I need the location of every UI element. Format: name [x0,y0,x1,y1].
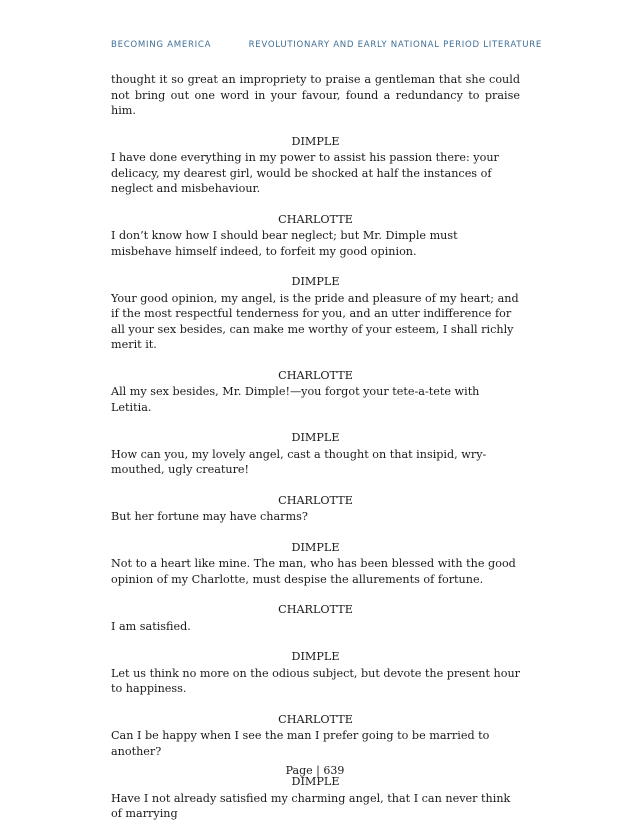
dialogue-block [111,212,520,260]
play-text [111,72,520,837]
speaker-name: CHARLOTTE [278,712,353,726]
dialogue-block [111,602,520,634]
speaker-name: DIMPLE [291,134,340,148]
speech-text: But her fortune may have charms? [111,510,308,523]
running-header [111,40,542,50]
speech-text: Not to a heart like mine. The man, who has been blessed with the good opinion of my Charlotte, must despise the allurements of fortune. [111,557,516,586]
speaker-name: DIMPLE [291,275,340,288]
dialogue-block [111,774,520,822]
dialogue-block [111,134,520,197]
speaker-name: DIMPLE [291,431,340,444]
speaker-name: CHARLOTTE [278,368,353,382]
header-series-title: BECOMING AMERICA [111,40,212,50]
dialogue-block [111,368,520,416]
speech-text: Your good opinion, my angel, is the pride and pleasure of my heart; and if the most respectful tenderness for you, and an utter indifference for all your sex besides, can make me worthy of your esteem, I shall richly merit it. [111,291,519,351]
speech-text: How can you, my lovely angel, cast a thought on that insipid, wry-mouthed, ugly creature! [111,447,487,476]
speaker-name: CHARLOTTE [278,212,353,226]
speaker-name: DIMPLE [291,650,340,663]
dialogue-block [111,274,520,353]
speech-text: I am satisfied. [111,619,191,633]
speaker-name: CHARLOTTE [278,603,353,616]
speech-text: Can I be happy when I see the man I prefer going to be married to another? [111,729,490,758]
header-section-title: REVOLUTIONARY AND EARLY NATIONAL PERIOD LITERATURE [248,40,542,50]
dialogue-block [111,493,520,525]
speech-text: Let us think no more on the odious subject, but devote the present hour to happiness. [111,666,520,695]
dialogue-block [111,540,520,588]
speaker-name: CHARLOTTE [278,493,353,507]
speech-text: All my sex besides, Mr. Dimple!—you forgot your tete-a-tete with Letitia. [111,385,480,414]
speech-text: I have done everything in my power to assist his passion there: your delicacy, my dearest girl, would be shocked at half the instances of neglect and misbehaviour. [111,151,499,195]
speech-text: I don’t know how I should bear neglect; but Mr. Dimple must misbehave himself indeed, to forfeit my good opinion. [111,229,458,258]
speaker-name: DIMPLE [291,540,340,554]
dialogue-block [111,712,520,760]
page-number: Page | 639 [285,764,345,777]
dialogue-block [111,430,520,478]
dialogue-block [111,649,520,697]
speech-text: Have I not already satisfied my charming angel, that I can never think of marrying [111,791,511,820]
speaker-name: DIMPLE [291,775,340,788]
opening-paragraph: thought it so great an impropriety to praise a gentleman that she could not bring out one word in your favour, found a redundancy to praise him. [111,73,520,117]
